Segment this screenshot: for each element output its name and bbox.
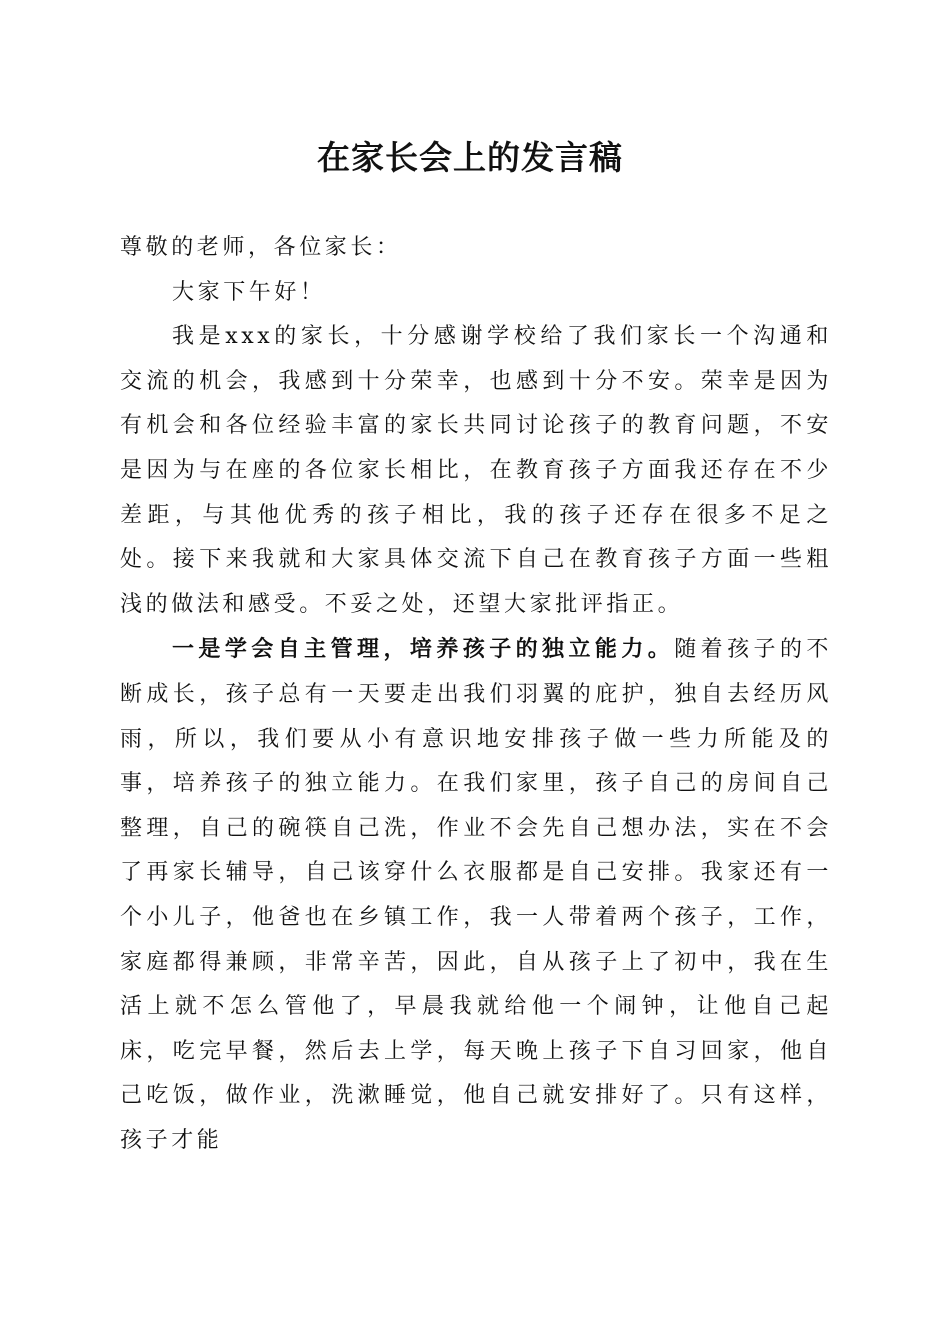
paragraph-independence xyxy=(120,627,832,1163)
document-title: 在家长会上的发言稿 xyxy=(317,138,623,177)
document-body xyxy=(120,226,832,1163)
greeting: 大家下午好！ xyxy=(172,279,326,305)
paragraph-intro: 我是xxx的家长，十分感谢学校给了我们家长一个沟通和交流的机会，我感到十分荣幸，也感到十分不安。荣幸是因为有机会和各位经验丰富的家长共同讨论孩子的教育问题，不安是因为与在座的各位家长相比，在教育孩子方面我还存在不少差距，与其他优秀的孩子相比，我的孩子还存在很多不足之处。接下来我就和大家具体交流下自己在教育孩子方面一些粗浅的做法和感受。不妥之处，还望大家批评指正。 xyxy=(120,324,832,617)
paragraph-heading: 一是学会自主管理，培养孩子的独立能力。 xyxy=(172,636,675,663)
paragraph-text: 随着孩子的不断成长，孩子总有一天要走出我们羽翼的庇护，独自去经历风雨，所以，我们要从小有意识地安排孩子做一些力所能及的事，培养孩子的独立能力。在我们家里，孩子自己的房间自己整理，自己的碗筷自己洗，作业不会先自己想办法，实在不会了再家长辅导，自己该穿什么衣服都是自己安排。我家还有一个小儿子，他爸也在乡镇工作，我一人带着两个孩子，工作，家庭都得兼顾，非常辛苦，因此，自从孩子上了初中，我在生活上就不怎么管他了，早晨我就给他一个闹钟，让他自己起床，吃完早餐，然后去上学，每天晚上孩子下自习回家，他自己吃饭，做作业，洗漱睡觉，他自己就安排好了。只有这样，孩子才能 xyxy=(120,637,832,1153)
salutation: 尊敬的老师，各位家长： xyxy=(120,235,402,260)
